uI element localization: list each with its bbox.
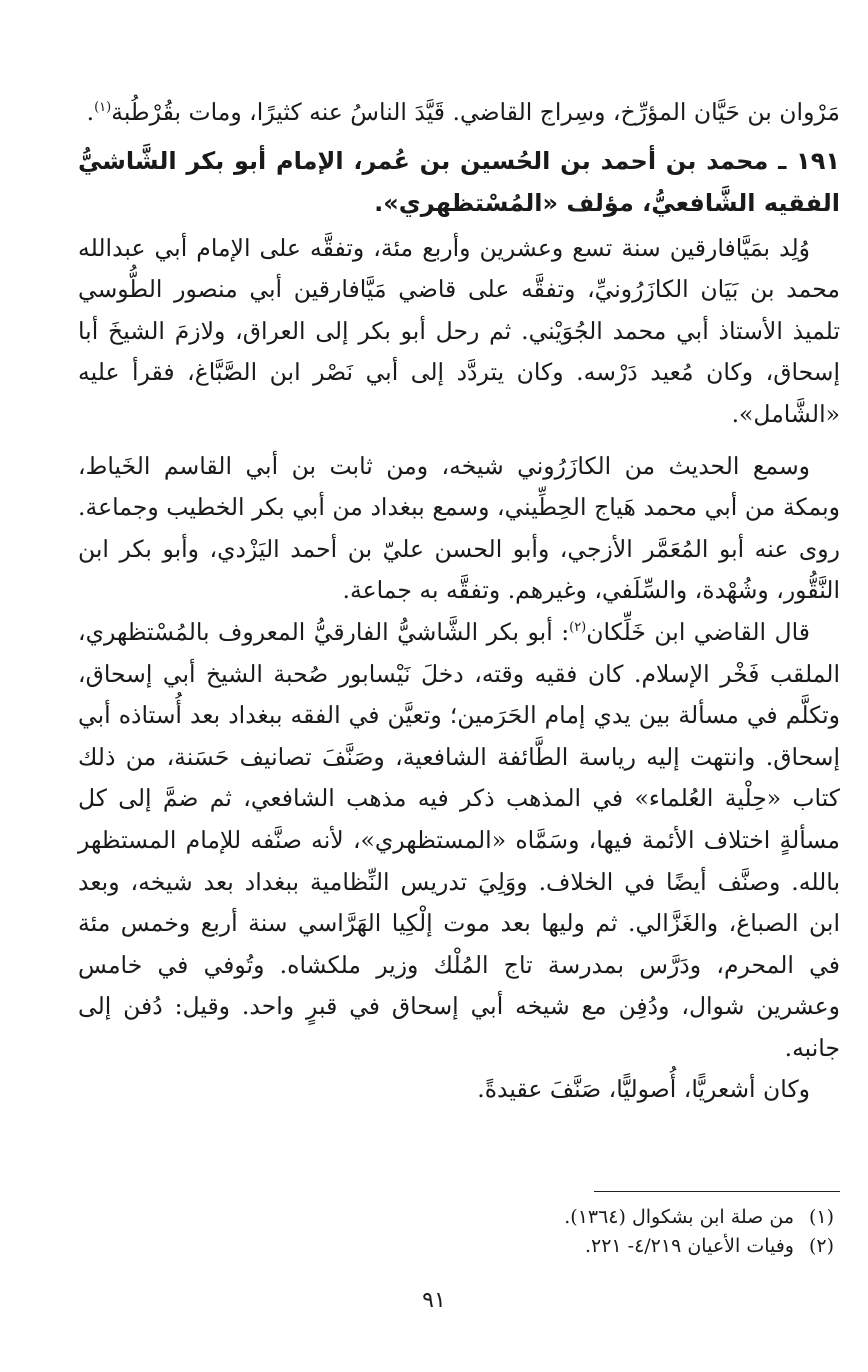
paragraph-birth: وُلِد بمَيَّافارقين سنة تسع وعشرين وأربع مئة، وتفقَّه على الإمام أبي عبدالله محمد بن بَيَان الكازَرُونيِّ، وتفقَّه على قاضي مَيَّافارقين أبي منصور الطُّوسي تلميذ الأستاذ أبي محمد الجُوَيْني. ثم رحل أبو بكر إلى العراق، ولازمَ الشيخَ أبا إسحاق، وكان مُعيد دَرْسه. وكان يتردَّد إلى أبي نَصْر ابن الصَّبَّاغ، فقرأ عليه «الشَّامل». bbox=[78, 233, 840, 428]
continuation-end: . bbox=[86, 98, 95, 126]
footnote-marker-1: (١) bbox=[94, 100, 112, 116]
paragraph-ibn-khallikan bbox=[78, 612, 840, 1070]
footnote-2 bbox=[314, 1232, 834, 1261]
main-text bbox=[78, 92, 840, 1111]
footnote-text: وفيات الأعيان ٤/٢١٩- ٢٢١. bbox=[584, 1235, 794, 1257]
footnote-marker-2: (٢) bbox=[569, 620, 587, 636]
footnote-divider bbox=[594, 1191, 840, 1192]
footnote-number: (٢) bbox=[808, 1235, 834, 1257]
continuation-text: مَرْوان بن حَيَّان المؤرِّخ، وسِراج القاضي. قَيَّدَ الناسُ عنه كثيرًا، ومات بقُرْطُبة bbox=[111, 98, 840, 126]
page-number: ٩١ bbox=[422, 1288, 446, 1313]
entry-heading: ١٩١ ـ محمد بن أحمد بن الحُسين بن عُمر، الإمام أبو بكر الشَّاشيُّ الفقيه الشَّافعيُّ، مؤلف «المُسْتظهري». bbox=[78, 146, 840, 217]
continuation-paragraph bbox=[78, 92, 840, 134]
footnote-text: من صلة ابن بشكوال (١٣٦٤). bbox=[564, 1206, 794, 1228]
paragraph-hadith: وسمع الحديث من الكازَرُوني شيخه، ومن ثابت بن أبي القاسم الخَياط، وبمكة من أبي محمد هَياج الحِطِّيني، وسمع ببغداد من أبي بكر الخطيب وجماعة. روى عنه أبو المُعَمَّر الأزجي، وأبو الحسن عليّ بن أحمد اليَزْدي، وأبو بكر ابن النَّقُّور، وشُهْدة، والسِّلَفي، وغيرهم. وتفقَّه به جماعة. bbox=[78, 451, 840, 605]
quote-intro: قال القاضي ابن خَلِّكان bbox=[586, 617, 810, 646]
footnote-number: (١) bbox=[808, 1206, 834, 1228]
paragraph-creed: وكان أشعريًّا، أُصوليًّا، صَنَّفَ عقيدةً. bbox=[477, 1075, 810, 1104]
quote-body: : أبو بكر الشَّاشيُّ الفارقيُّ المعروف بالمُسْتظهري، الملقب فَخْر الإسلام. كان فقيه وقته، دخلَ نَيْسابور صُحبة الشيخ أبي إسحاق، وتكلَّم في مسألة بين يدي إمام الحَرَمين؛ وتعيَّن في الفقه ببغداد بعد أُستاذه أبي إسحاق. وانتهت إليه رياسة الطَّائفة الشافعية، وصَنَّفَ تصانيف حَسَنة، من ذلك كتاب «حِلْية العُلماء» في المذهب ذكر فيه مذهب الشافعي، ثم ضمَّ إلى كل مسألةٍ اختلاف الأئمة فيها، وسَمَّاه «المستظهري»، لأنه صنَّفه للإمام المستظهر بالله. وصنَّف أيضًا في الخلاف. ووَلِيَ تدريس النِّظامية ببغداد بعد شيخه، وبعد ابن الصباغ، والغَزَّالي. ثم وليها بعد موت إلْكِيا الهَرَّاسي سنة أربع وخمس مئة في المحرم، ودَرَّس بمدرسة تاج المُلْك وزير ملكشاه. وتُوفي في خامس وعشرين شوال، ودُفِن مع شيخه أبي إسحاق في قبرٍ واحد. وقيل: دُفن إلى جانبه. bbox=[78, 617, 840, 1062]
footnote-1 bbox=[314, 1203, 834, 1232]
footnotes bbox=[314, 1203, 834, 1261]
